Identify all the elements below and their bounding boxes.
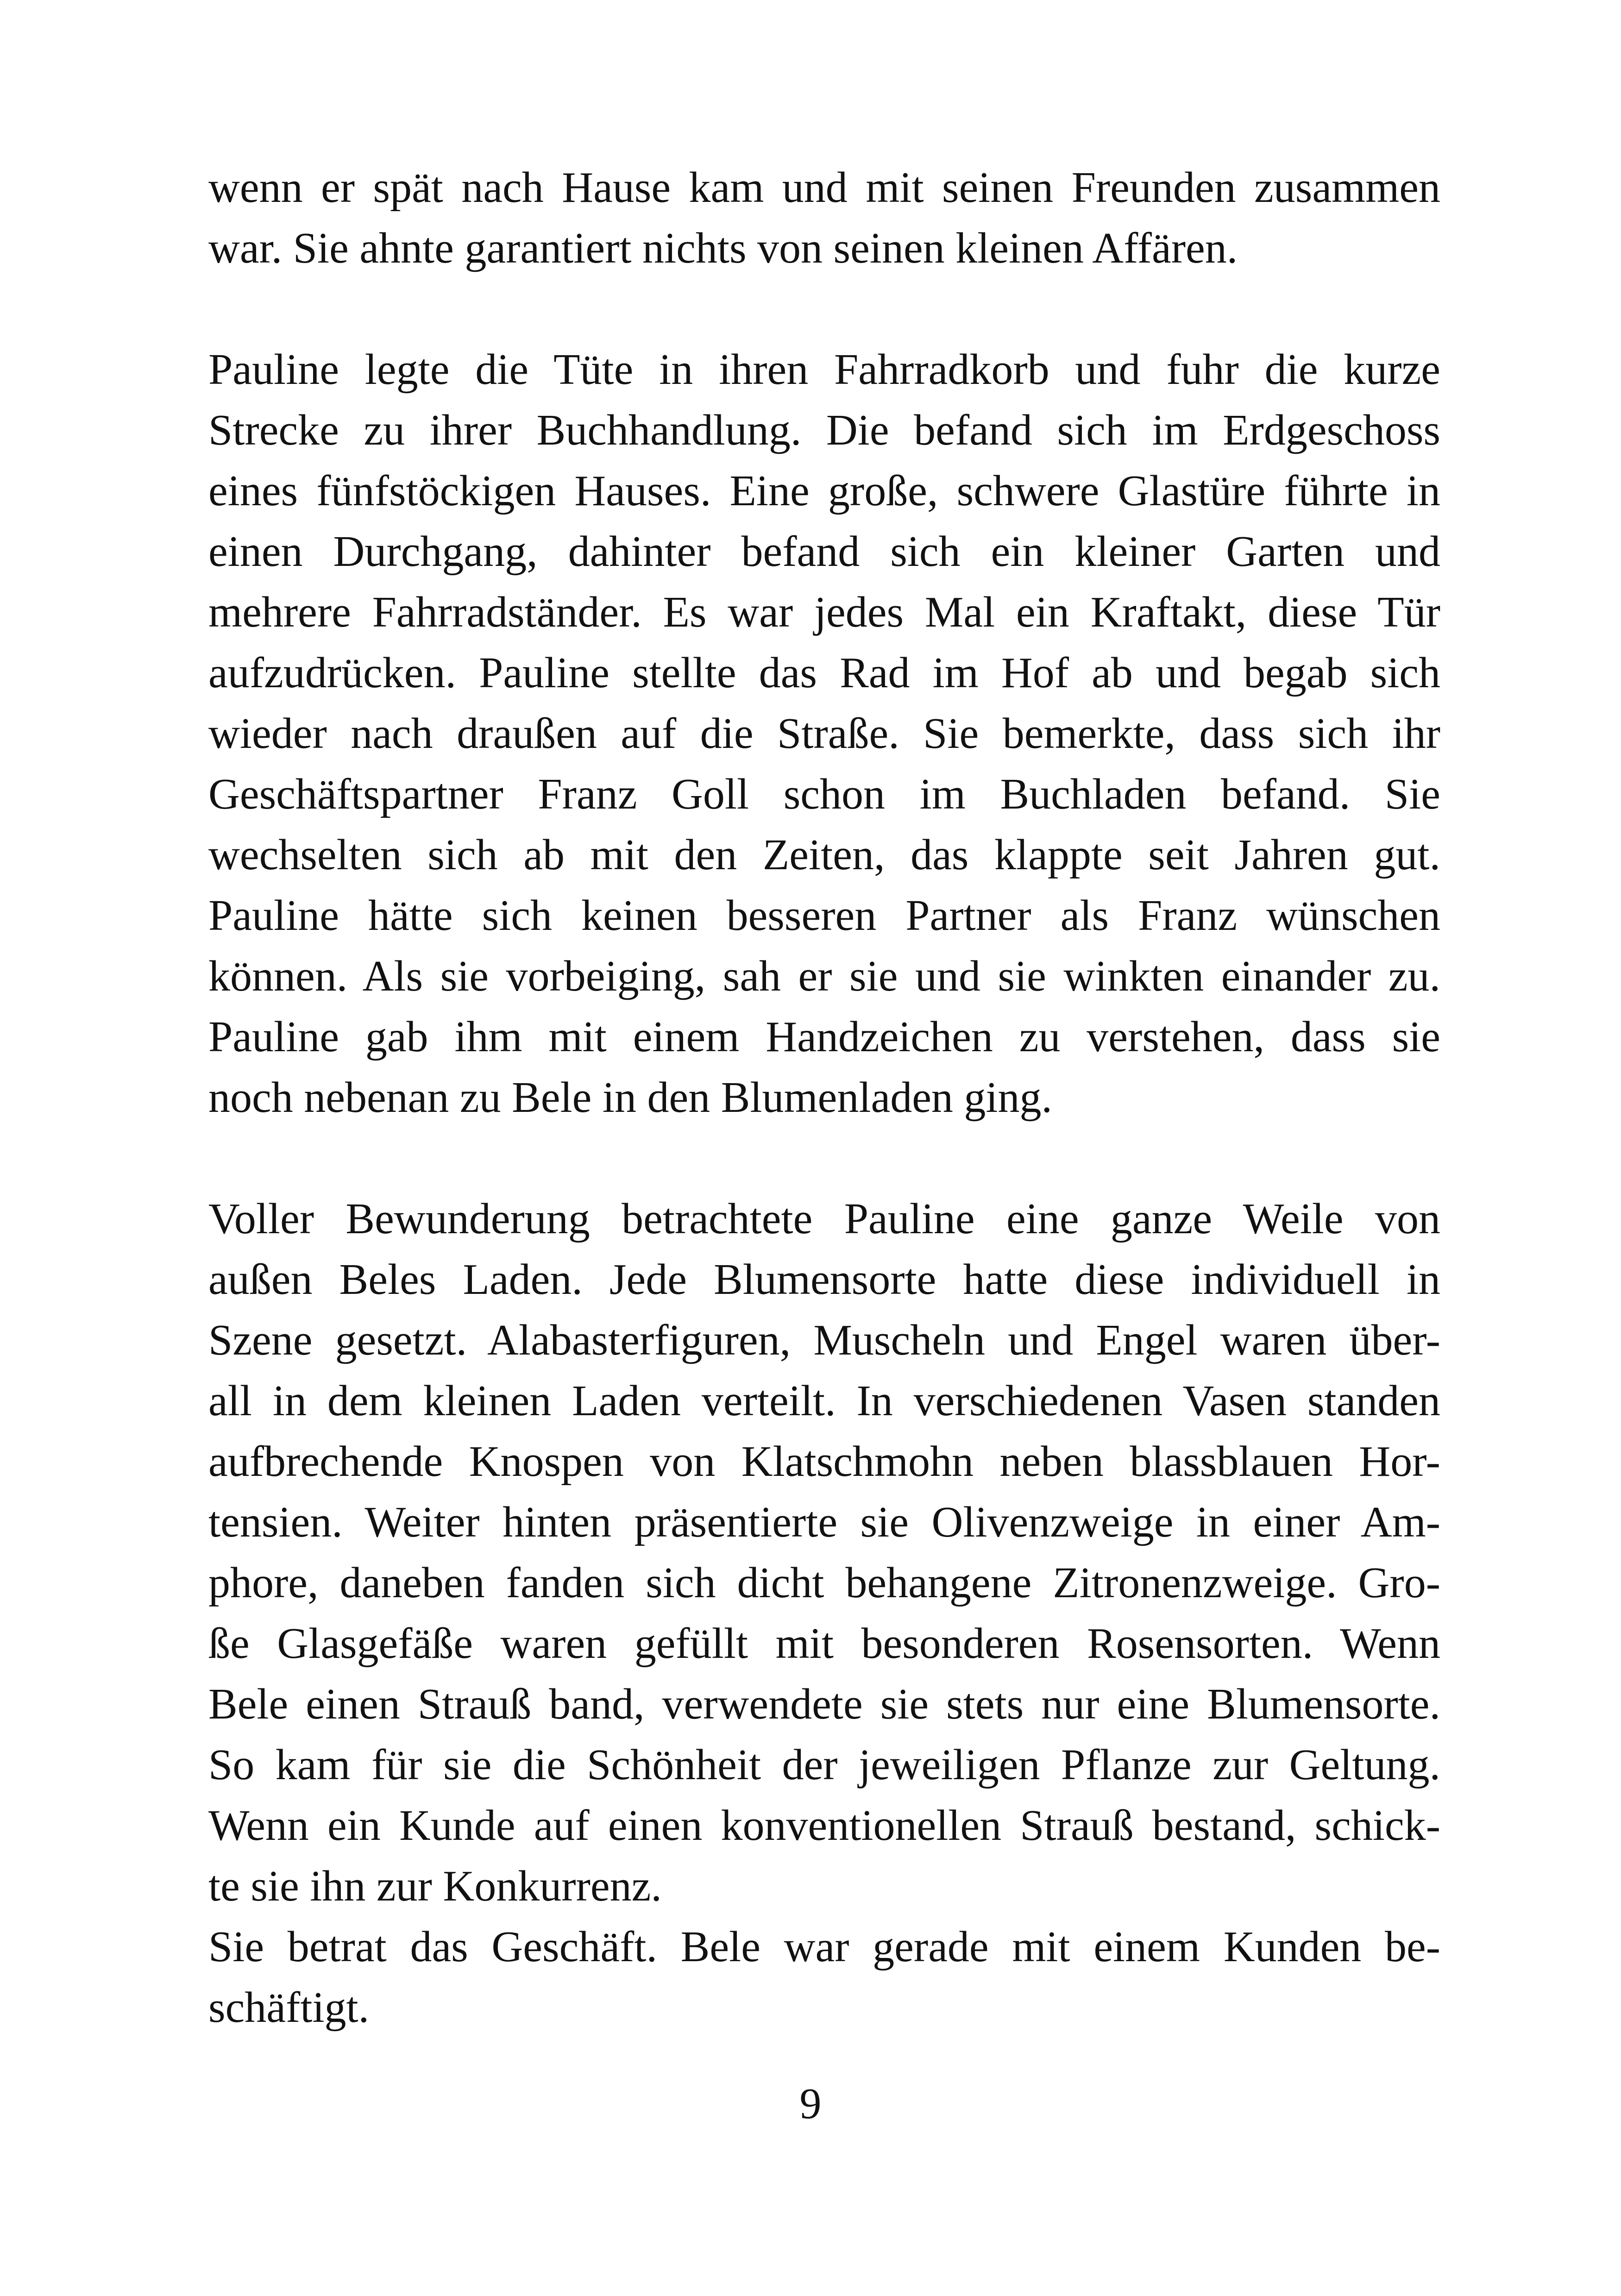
text-line: mehrere Fahrradständer. Es war jedes Mal ein Kraftakt, diese Tür	[208, 588, 1440, 636]
paragraph-4	[208, 1917, 1440, 2038]
text-line: ße Glasgefäße waren gefüllt mit besonderen Rosensorten. Wenn	[208, 1619, 1440, 1668]
text-line: Pauline hätte sich keinen besseren Partner als Franz wünschen	[208, 891, 1440, 940]
paragraph-2	[208, 339, 1440, 1128]
text-line: all in dem kleinen Laden verteilt. In verschiedenen Vasen standen	[208, 1377, 1440, 1425]
text-line: eines fünfstöckigen Hauses. Eine große, schwere Glastüre führte in	[208, 467, 1440, 515]
text-line: phore, daneben fanden sich dicht behangene Zitronenzweige. Gro-	[208, 1559, 1440, 1607]
text-line: außen Beles Laden. Jede Blumensorte hatte diese individuell in	[208, 1255, 1440, 1304]
text-line: Bele einen Strauß band, verwendete sie stets nur eine Blumensorte.	[208, 1680, 1440, 1728]
text-line: Voller Bewunderung betrachtete Pauline eine ganze Weile von	[208, 1195, 1440, 1243]
text-line: Sie betrat das Geschäft. Bele war gerade mit einem Kunden be-	[208, 1923, 1440, 1971]
text-line: Geschäftspartner Franz Goll schon im Buchladen befand. Sie	[208, 770, 1440, 818]
text-line: können. Als sie vorbeiging, sah er sie und sie winkten einander zu.	[208, 952, 1440, 1000]
text-line: Wenn ein Kunde auf einen konventionellen Strauß bestand, schick-	[208, 1801, 1440, 1850]
text-line: wieder nach draußen auf die Straße. Sie bemerkte, dass sich ihr	[208, 709, 1440, 758]
paragraph-gap	[208, 279, 1440, 339]
text-line: aufbrechende Knospen von Klatschmohn neben blassblauen Hor-	[208, 1437, 1440, 1486]
text-line: Strecke zu ihrer Buchhandlung. Die befand sich im Erdgeschoss	[208, 406, 1440, 454]
page-number: 9	[799, 2080, 822, 2128]
text-line: war. Sie ahnte garantiert nichts von seinen kleinen Affären.	[208, 224, 1238, 272]
text-line: So kam für sie die Schönheit der jeweiligen Pflanze zur Geltung.	[208, 1741, 1440, 1789]
text-line: aufzudrücken. Pauline stellte das Rad im Hof ab und begab sich	[208, 649, 1440, 697]
text-line: Szene gesetzt. Alabasterfiguren, Muscheln und Engel waren über-	[208, 1316, 1440, 1364]
text-line: schäftigt.	[208, 1983, 370, 2032]
text-line: wenn er spät nach Hause kam und mit seinen Freunden zusammen	[208, 163, 1440, 212]
paragraph-3	[208, 1189, 1440, 1917]
paragraph-gap	[208, 1128, 1440, 1189]
text-line: noch nebenan zu Bele in den Blumenladen ging.	[208, 1073, 1053, 1122]
paragraph-1	[208, 157, 1440, 279]
text-line: tensien. Weiter hinten präsentierte sie Olivenzweige in einer Am-	[208, 1498, 1440, 1546]
book-page-text	[208, 157, 1440, 2038]
text-line: Pauline legte die Tüte in ihren Fahrradkorb und fuhr die kurze	[208, 345, 1440, 394]
text-line: wechselten sich ab mit den Zeiten, das klappte seit Jahren gut.	[208, 831, 1440, 879]
text-line: Pauline gab ihm mit einem Handzeichen zu verstehen, dass sie	[208, 1013, 1440, 1061]
text-line: te sie ihn zur Konkurrenz.	[208, 1862, 662, 1910]
text-line: einen Durchgang, dahinter befand sich ein kleiner Garten und	[208, 527, 1440, 576]
